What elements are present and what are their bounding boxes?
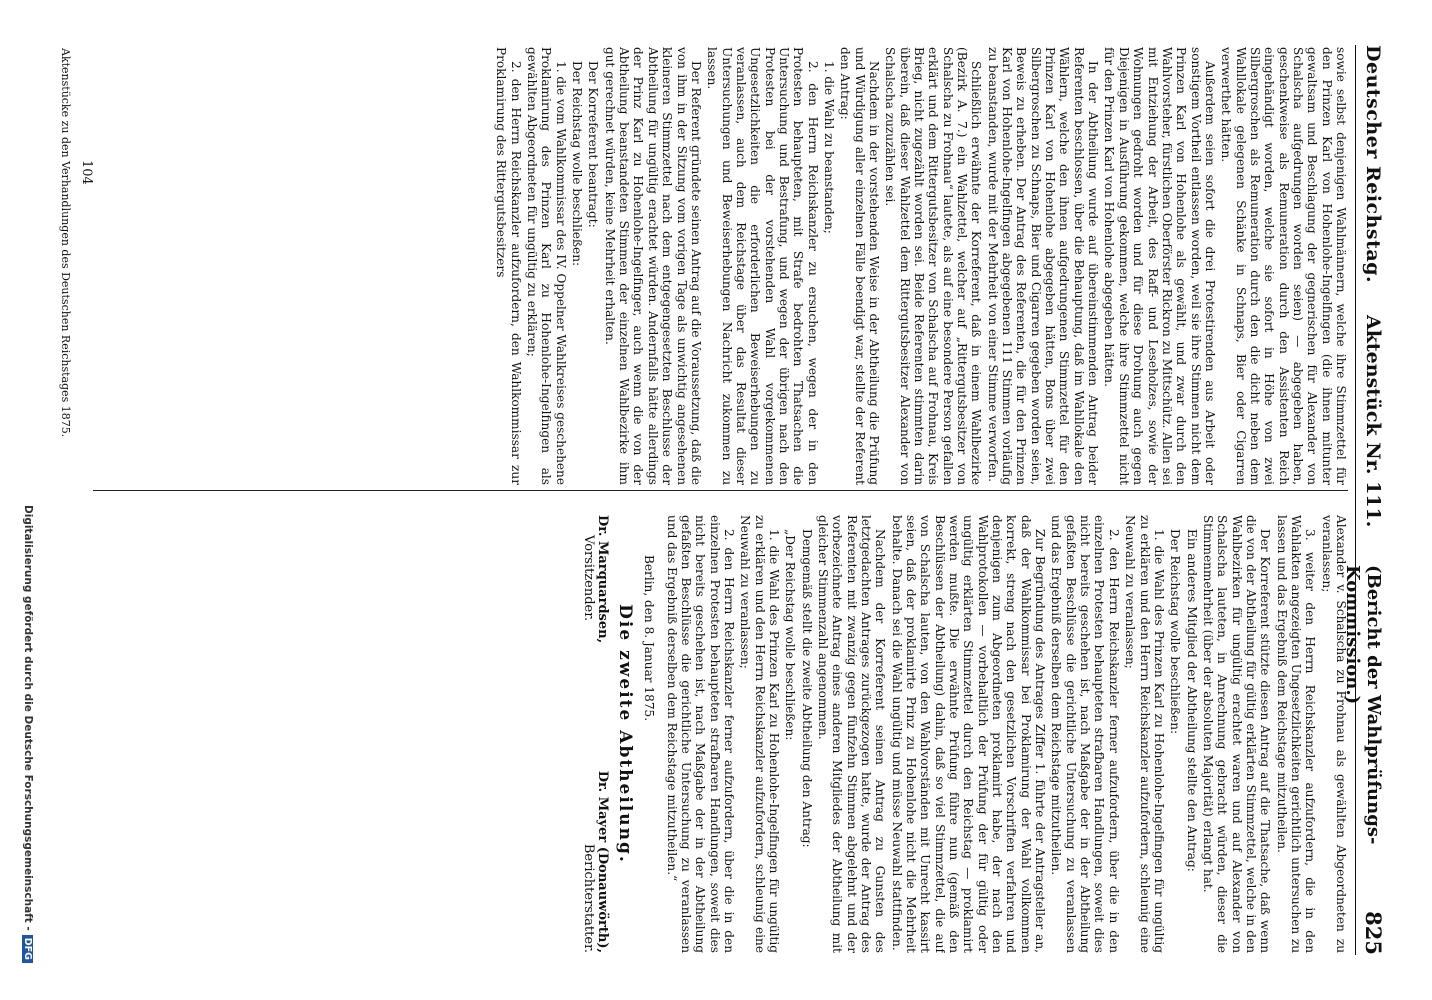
paragraph: Schließlich erwähnte der Korreferent, daß in einem Wahlbezirke (Bezirk A. 7.) ein Wahlzettel, welcher auf „Rittergutsbesitzer von Schalscha zu Frohnau“ lautete, als auf eine besondere Person gefallen erklärt und dem Rittergutsbesitzer von Schalscha auf Frohnau, Kreis Brieg, nicht zugezählt worden sei. Beide Referenten stimmten darin überein, daß dieser Wahlzettel dem Rittergutsbesitzer Alexander von Schalscha zuzuzählen sei.: [883, 47, 984, 485]
signature-block: [581, 515, 656, 953]
header-document-number: Aktenstück Nr. 111.: [1362, 315, 1384, 528]
rapporteur-role: Berichterstatter.: [581, 843, 597, 953]
chairman-role: Vorsitzender.: [581, 535, 597, 622]
column-divider: [93, 490, 1348, 491]
paragraph: Nachdem der Korreferent seinen Antrag zu Gunsten des letztgedachten Antrages zurückgezogen hatte, wurde der Antrag des Referenten mit zwanzig gegen fünfzehn Stimmen abgelehnt und der vorbezeichnete Antrag eines anderen Mitgliedes der Abtheilung mit gleicher Stimmenzahl angenommen.: [815, 515, 888, 953]
paragraph: Der Korreferent beantragt:: [586, 61, 601, 228]
list-item: 2. den Herrn Reichskanzler zu ersuchen, wegen der in den Protesten behaupteten, mit Strafe bedrohten Thatsachen die Untersuchung und Bestrafung, und wegen der übrigen nach den Protesten bei der vorstehenden Wahl vorgekommenen Ungesetzlichkeiten die erforderlichen Beweiserhebungen zu veranlassen, auch dem Reichstage über das Resultat dieser Untersuchungen und Beweiserhebungen Nachricht zukommen zu lassen.: [705, 47, 820, 485]
rapporteur-name: Dr. Mayer (Donauwörth),: [595, 770, 611, 953]
header-report-title: (Bericht der Wahlprüfungs-Kommission.): [1342, 565, 1384, 845]
list-item: 2. den Herrn Reichskanzler ferner aufzufordern, über die in den einzelnen Protesten behaupteten strafbaren Handlungen, soweit dies nicht bereits geschehen ist, nach Maßgabe der in der Abtheilung gefaßten Beschlüsse die gerichtliche Untersuchung zu veranlassen und das Ergebniß derselben dem Reichstage mitzutheilen.“: [664, 515, 736, 953]
left-column: [93, 47, 1348, 485]
paragraph: sowie selbst denjenigen Wahlmännern, welche ihre Stimmzettel für den Prinzen Karl von Hohenlohe-Ingelfingen (die ihnen mitunter gewaltsam und Beschlagung der gegnerischen für Alexander von Schalscha aufgedrungen worden seien) — abgegeben haben, geschenkweise als Remuneration durch den Assistenten Reich eingehändigt worden, welche sie sofort in Höhe von zwei Silbergroschen als Remuneration durch den die dicht neben dem Wahllokale gelegenen Schänke in Schnaps, Bier oder Cigarren verwerthet hätten.: [1219, 47, 1348, 485]
list-item: 1. die Wahl zu beanstanden;: [821, 61, 836, 234]
paragraph: Zur Begründung des Antrages Ziffer 1. führte der Antragsteller an, daß der Wahlkommissar bei Proklamirung der Wahl vollkommen korrekt, streng nach den gesetzlichen Vorschriften verfahren und denjenigen zum Abgeordneten proklamirt habe, der nach den Wahlprotokollen — vorbehaltlich der Prüfung der für gültig oder ungültig erklärten Stimmzettel durch den Reichstag — proklamirt werden mußte. Die erwähnte Prüfung führe nun (gemäß den Beschlüssen der Abtheilung) dahin, daß so viel Stimmzettel, die auf von Schalscha lauten, von den Wahlvorständen mit Unrecht kassirt seien, daß der proklamirte Prinz zu Hohenlohe nicht die Mehrheit behalte. Danach sei die Wahl ungültig und müsse Neuwahl stattfinden.: [889, 515, 1048, 953]
running-header: [1342, 45, 1390, 955]
paragraph: Der Reichstag wolle beschließen:: [1168, 529, 1183, 735]
paragraph: Der Reichstag wolle beschließen:: [570, 61, 585, 267]
list-item: 3. weiter den Herrn Reichskanzler aufzufordern, die in den Wahlakten angezeigten Ungesetzlichkeiten gerichtlich untersuchen zu lassen und das Ergebniß dem Reichstage mitzutheilen.: [1274, 515, 1318, 953]
page-footer: Aktenstücke zu den Verhandlungen des Deutschen Reichstages 1875.: [59, 48, 72, 438]
paragraph: Der Korreferent stützte diesen Antrag auf die Thatsache, daß wenn die von der Abtheilung für gültig erklärten Stimmzettel, welche in den Wahlbezirken für ungültig erachtet waren und auf Alexander von Schalscha lauteten, in Anrechnung gebracht würden, dieser die Stimmenmehrheit (über der absoluten Majorität) erlangt hat.: [1200, 515, 1273, 953]
paragraph: Alexander v. Schalscha zu Frohnau als gewählten Abgeordneten zu veranlassen;: [1319, 515, 1348, 953]
paragraph: In der Abtheilung wurde auf übereinstimmenden Antrag beider Referenten beschlossen, über die Behauptung, daß im Wahllokale den Wählern, welche den ihnen aufgedrungenen Stimmzettel für den Prinzen Karl von Hohenlohe abgegeben hätten, Bons über zwei Silbergroschen zu Schnaps, Bier und Cigarren gegeben worden seien, Beweis zu erheben. Der Antrag des Referenten, die für den Prinzen Karl von Hohenlohe-Ingelfingen abgegebenen 111 Stimmen vorläufig zu beanstanden, wurde mit der Mehrheit von einer Stimme verworfen.: [985, 47, 1101, 485]
list-item: 1. die Wahl des Prinzen Karl zu Hohenlohe-Ingelfingen für ungültig zu erklären und den Herrn Reichskanzler aufzufordern, schleunig eine Neuwahl zu veranlassen;: [738, 515, 781, 953]
paragraph: Der Referent gründete seinen Antrag auf die Voraussetzung, daß die von ihm in der Sitzung vom vorigen Tage als unwichtig angesehenen kleineren Stimmzettel nach dem entgegengesetzten Beschlusse der Abtheilung für ungültig erachtet würden. Andernfalls hätte allerdings der Prinz Karl zu Hohenlohe-Ingelfinger, auch wenn die von der Abtheilung beanstandeten Stimmen der einzelnen Wahlbezirke ihm gut gerechnet würden, keine Mehrheit erhalten.: [602, 47, 703, 485]
signature-heading: Die zweite Abtheilung.: [614, 604, 635, 864]
right-column: [93, 515, 1348, 953]
signature-roles: [581, 515, 595, 953]
header-left: Deutscher Reichstag.: [1362, 45, 1384, 284]
signature-date: Berlin, den 8. Januar 1875.: [642, 555, 657, 722]
list-item: 1. die Wahl des Prinzen Karl zu Hohenlohe-Ingelfingen für ungültig zu erklären und den Herrn Reichskanzler aufzufordern, schleunig eine Neuwahl zu veranlassen;: [1123, 515, 1166, 953]
list-item: 2. den Herrn Reichskanzler ferner aufzufordern, über die in den einzelnen Protesten behaupteten strafbaren Handlungen, soweit dies nicht bereits geschehen ist, nach Maßgabe der in der Abtheilung gefaßten Beschlüsse die gerichtliche Untersuchung zu veranlassen und das Ergebniß derselben dem Reichstage mitzutheilen.: [1049, 515, 1121, 953]
paragraph: Demgemäß stellt die zweite Abtheilung den Antrag:: [799, 529, 814, 848]
sheet-marker: 104: [79, 160, 94, 185]
digitization-notice: [22, 505, 34, 985]
signature-names: [595, 515, 609, 953]
paragraph: Nachdem in der vorstehenden Weise in der Abtheilung die Prüfung und Würdigung aller einzelnen Fälle beendigt war, stellte der Referent den Antrag:: [838, 47, 881, 485]
digitization-text: Digitalisierung gefördert durch die Deutsche Forschungsgemeinschaft -: [22, 505, 34, 931]
paragraph: „Der Reichstag wolle beschließen:: [783, 529, 798, 741]
page-number: 825: [1361, 911, 1386, 955]
paragraph: Ein anderes Mitglied der Abtheilung stellte den Antrag:: [1184, 529, 1199, 872]
dfg-logo: DFG: [22, 935, 33, 963]
list-item: 2. den Herrn Reichskanzler aufzufordern, den Wahlkommissar zur Proklamirung des Rittergutsbesitzers: [494, 47, 523, 485]
chairman-name: Dr. Marquardsen,: [595, 515, 611, 644]
paragraph: Außerdem seien sofort die drei Protestirenden aus Arbeit oder sonstigem Vortheil entlassen worden, weil sie ihre Stimmen nicht dem Prinzen Karl von Hohenlohe als gewählt, und zwar durch den Wahlvorsteher, fürstlichen Oberförster Rickron zu Mittschütz. Allen sei mit Entziehung der Arbeit, des Raff- und Leseholzes, sowie der Wohnungen gedroht worden und für diese Drohung auch gegen Diejenigen in Ausführung gekommen, welche ihre Stimmzettel nicht für den Prinzen Karl von Hohenlohe abgegeben hätten.: [1102, 47, 1217, 485]
list-item: 1. die vom Wahlkommissar des IV. Oppelner Wahlkreises geschehene Proklamirung des Prinzen Karl zu Hohenlohe-Ingelfingen als gewählten Abgeordneten für ungültig zu erklären;: [525, 47, 568, 485]
